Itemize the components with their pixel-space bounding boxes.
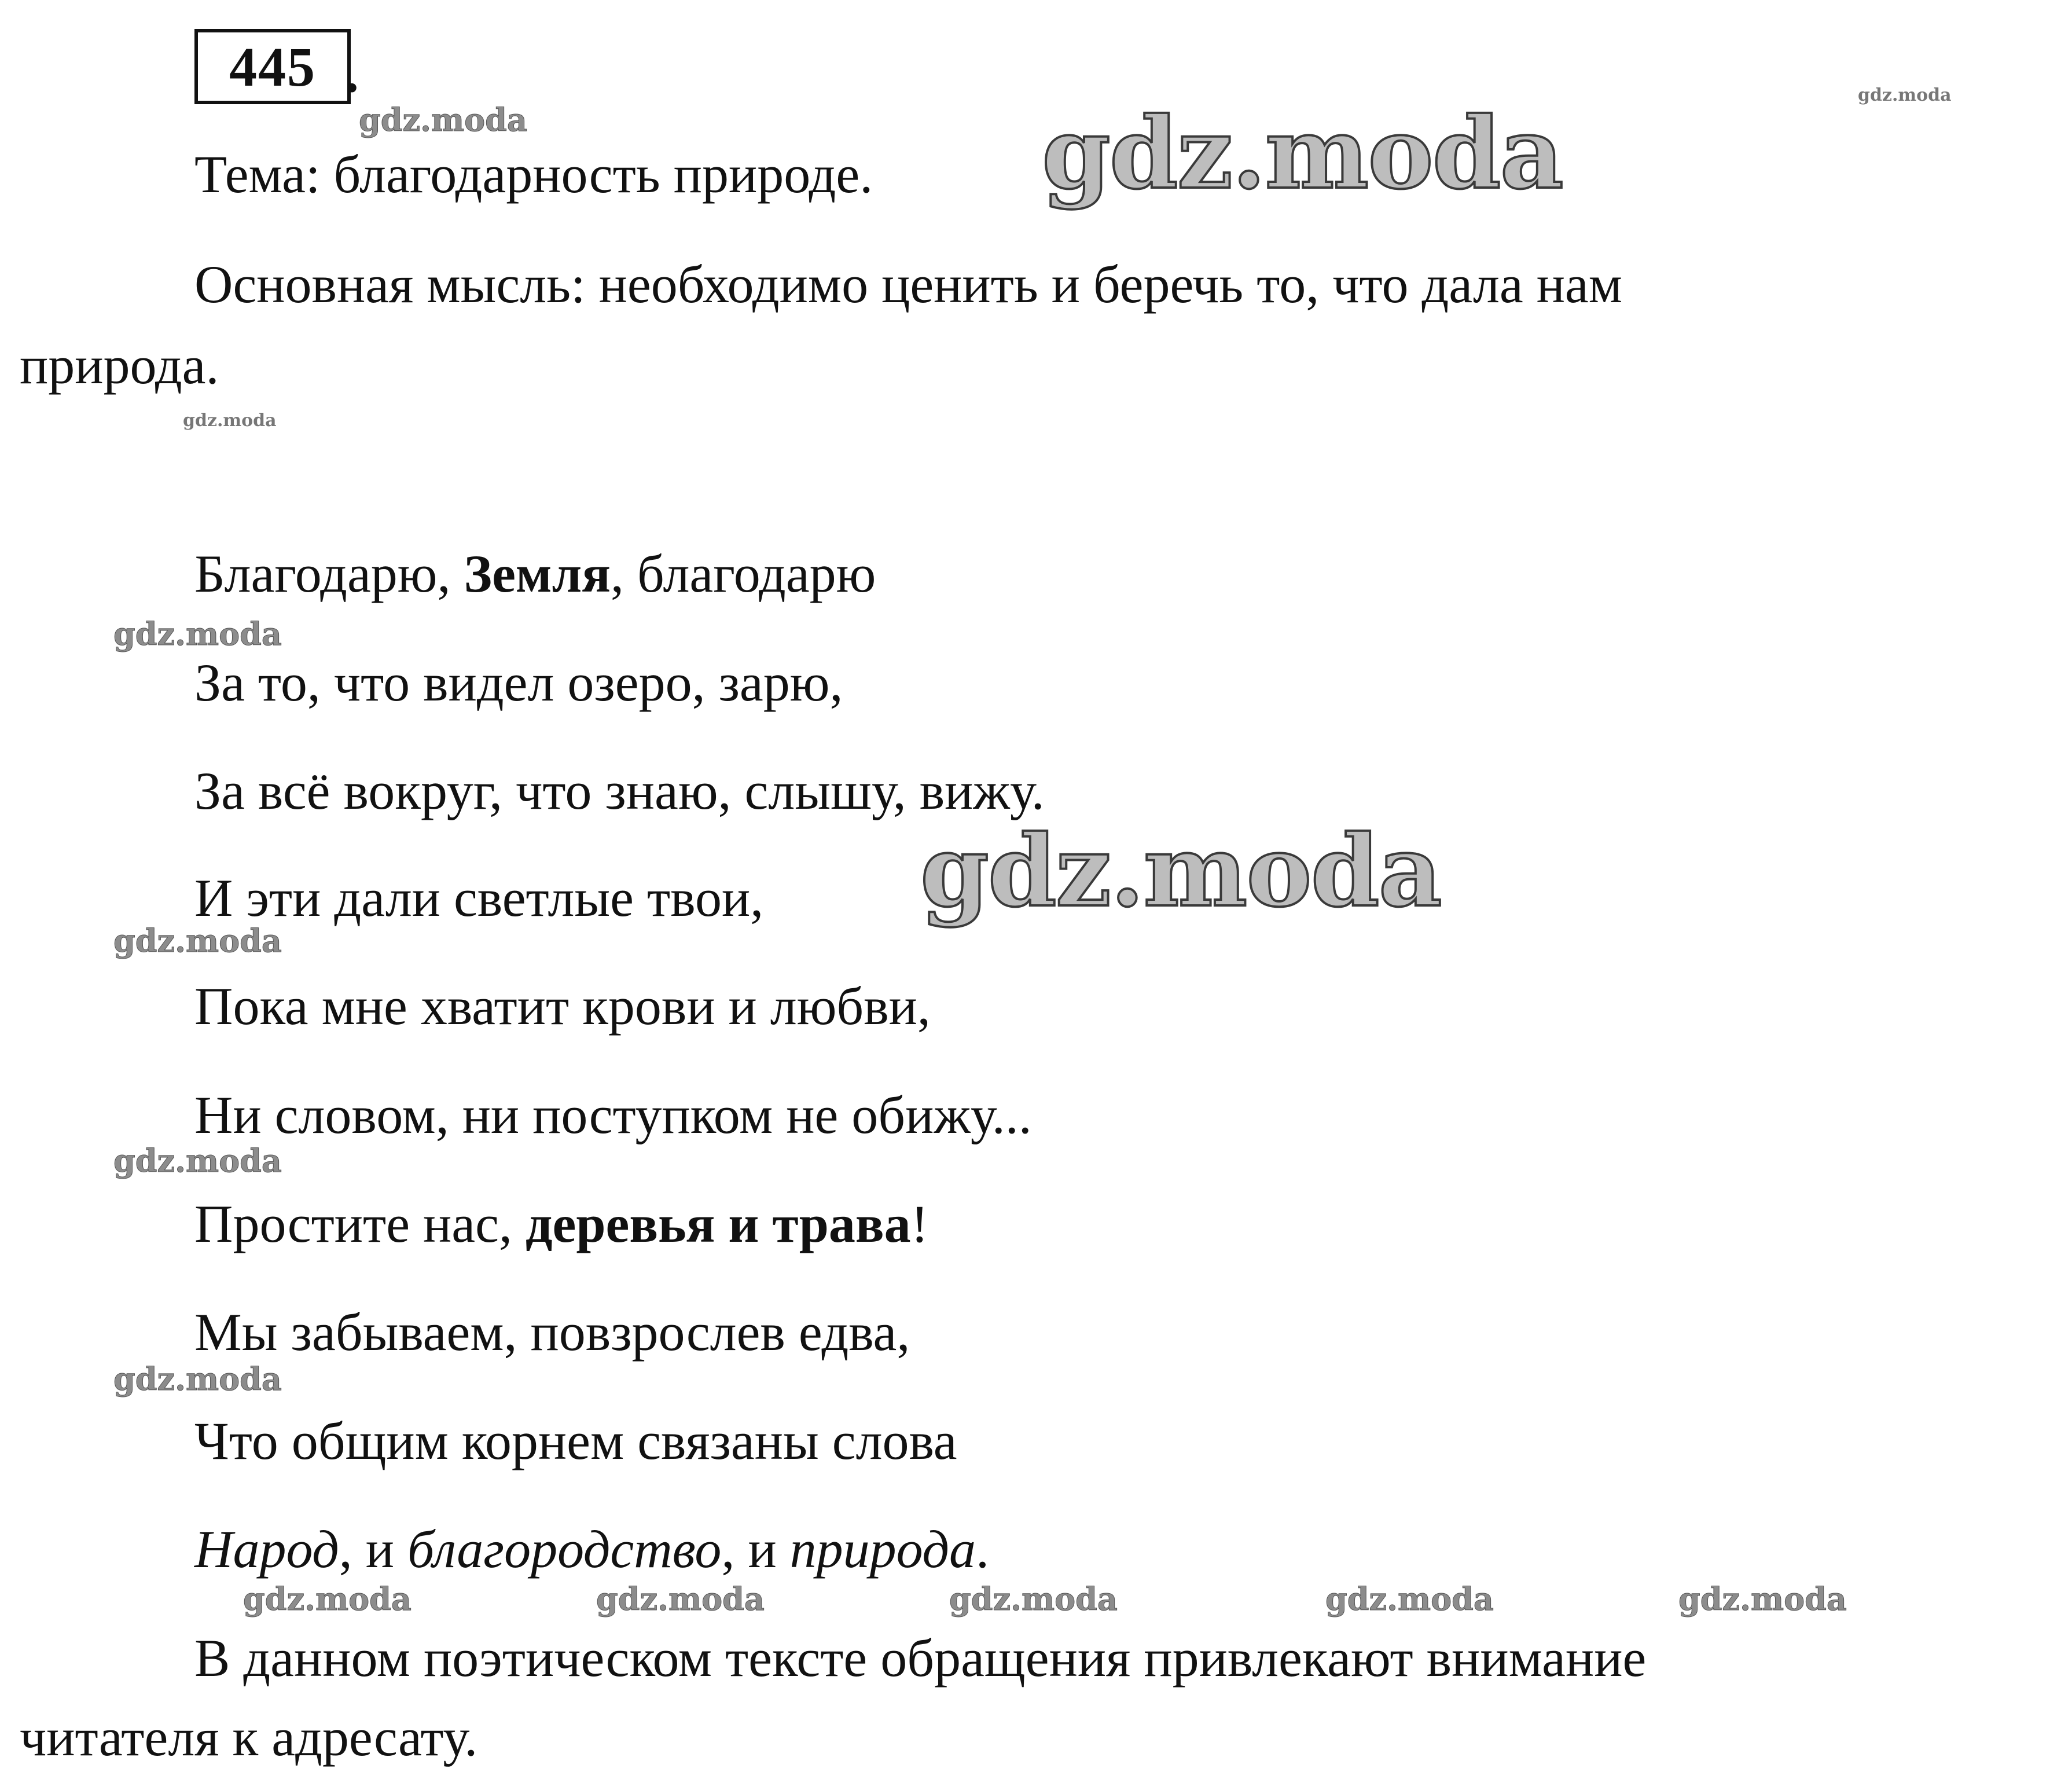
watermark-logo: gdz.moda <box>113 615 282 652</box>
main-idea-line-1 <box>194 255 1622 314</box>
poem-line-6: Ни словом, ни поступком не обижу... <box>194 1085 1032 1145</box>
watermark-logo: gdz.moda <box>1678 1580 1847 1617</box>
poem-line-3: За всё вокруг, что знаю, слышу, вижу. <box>194 761 1045 820</box>
poem-bold-address-trees: деревья и трава <box>525 1194 911 1253</box>
watermark-logo: gdz.moda <box>1042 96 1563 211</box>
exercise-number: 445 <box>229 35 316 98</box>
main-idea-text-1: необходимо ценить и беречь то, что дала нам <box>585 255 1622 314</box>
watermark-logo: gdz.moda <box>359 101 527 138</box>
poem-line-9: Что общим корнем связаны слова <box>194 1411 957 1470</box>
poem-line-1-part-c: , благодарю <box>610 544 876 603</box>
theme-line <box>194 145 873 204</box>
watermark-logo: gdz.moda <box>113 1360 282 1397</box>
main-idea-line-2 <box>20 336 219 395</box>
poem-line-7 <box>194 1194 929 1253</box>
poem-bold-address-earth: Земля <box>464 544 611 603</box>
watermark-logo: gdz.moda <box>949 1580 1118 1617</box>
poem-line-7-part-a: Простите нас, <box>194 1194 526 1253</box>
watermark-logo: gdz.moda <box>596 1580 765 1617</box>
exercise-number-dot: . <box>345 42 359 104</box>
poem-italic-word-narod: Народ <box>194 1520 339 1579</box>
watermark-logo: gdz.moda <box>1858 85 1952 105</box>
poem-italic-word-priroda: природа <box>789 1520 976 1579</box>
poem-line-4: И эти дали светлые твои, <box>194 868 764 927</box>
poem-line-10 <box>194 1520 989 1579</box>
poem-line-10-sep-2: , и <box>721 1520 790 1579</box>
poem-line-8: Мы забываем, повзрослев едва, <box>194 1303 910 1362</box>
watermark-logo: gdz.moda <box>1325 1580 1494 1617</box>
theme-text: благодарность природе. <box>320 145 873 204</box>
watermark-logo: gdz.moda <box>113 922 282 959</box>
conclusion-line-2: читателя к адресату. <box>20 1708 478 1767</box>
watermark-logo: gdz.moda <box>183 410 277 431</box>
conclusion-line-1: В данном поэтическом тексте обращения привлекают внимание <box>194 1628 1647 1688</box>
poem-line-10-sep-1: , и <box>339 1520 407 1579</box>
watermark-logo: gdz.moda <box>920 813 1441 929</box>
theme-label: Тема: <box>194 145 321 204</box>
watermark-logo: gdz.moda <box>243 1580 412 1617</box>
poem-italic-word-blagorodstvo: благородство <box>407 1520 722 1579</box>
main-idea-label: Основная мысль: <box>194 255 586 314</box>
poem-line-10-end: . <box>976 1520 989 1579</box>
poem-line-7-part-c: ! <box>910 1194 929 1253</box>
main-idea-text-2: природа. <box>20 336 219 395</box>
poem-line-1 <box>194 544 876 603</box>
exercise-number-box <box>194 29 351 104</box>
poem-line-5: Пока мне хватит крови и любви, <box>194 977 931 1036</box>
poem-line-1-part-a: Благодарю, <box>194 544 464 603</box>
watermark-logo: gdz.moda <box>113 1142 282 1179</box>
poem-line-2: За то, что видел озеро, зарю, <box>194 653 843 712</box>
